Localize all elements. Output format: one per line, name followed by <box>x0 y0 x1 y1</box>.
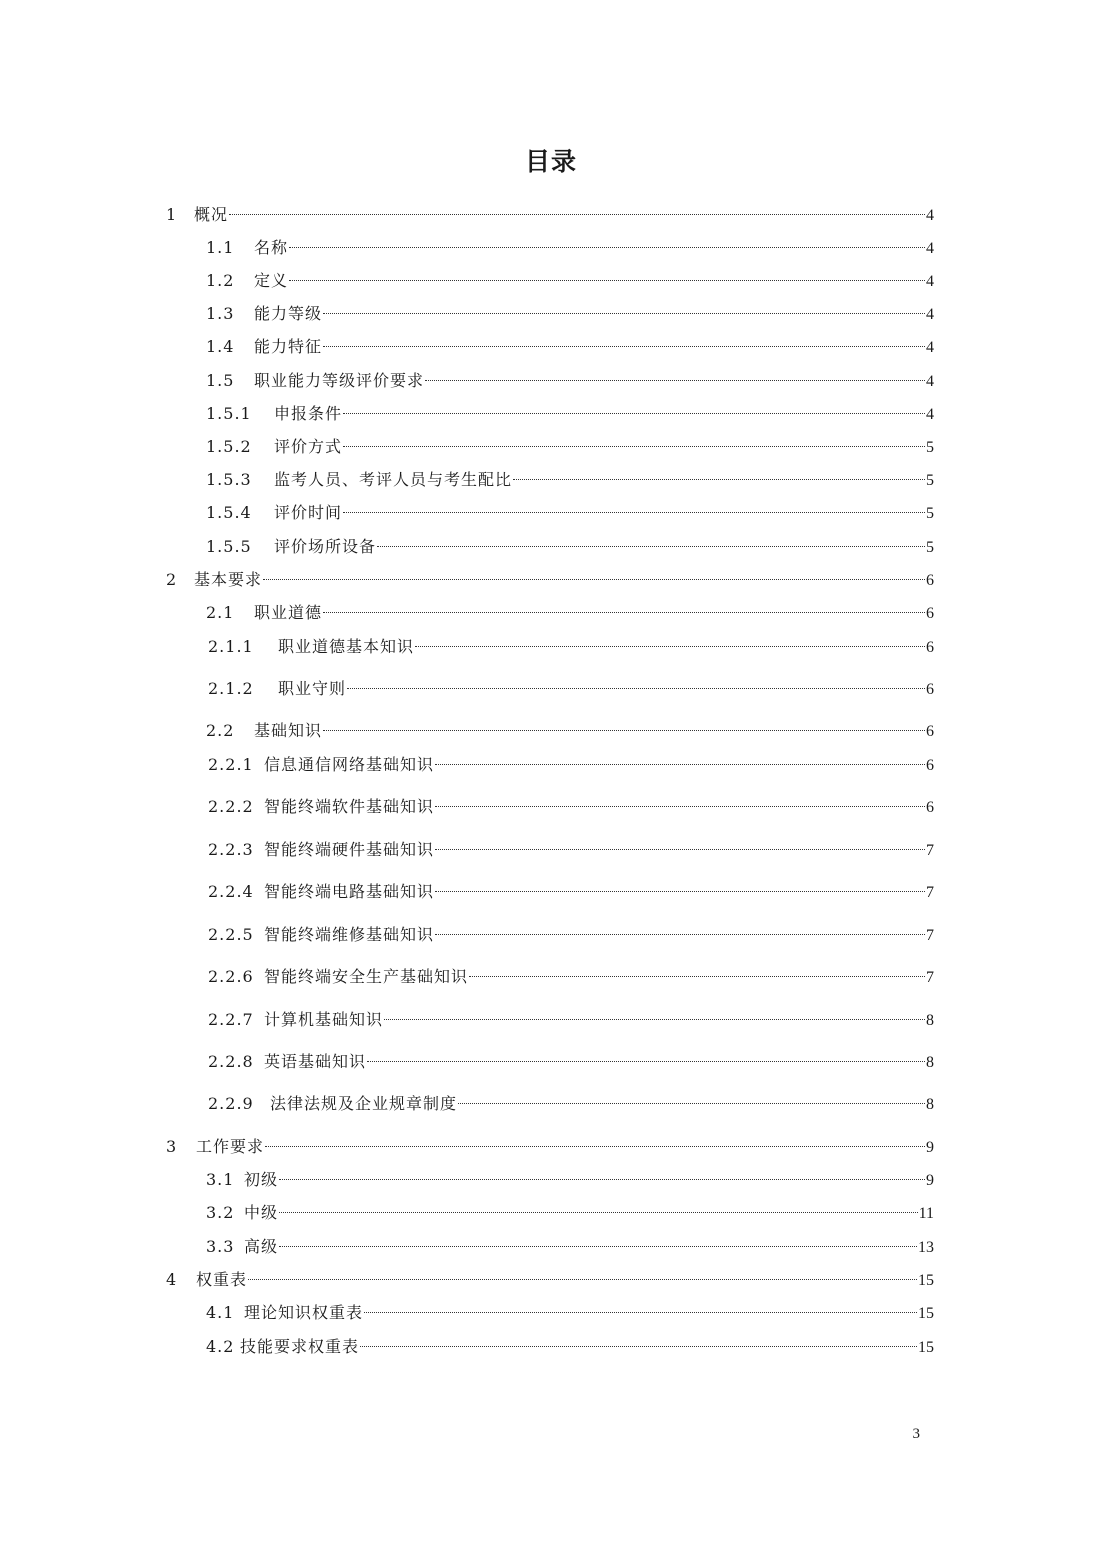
toc-entry[interactable] <box>206 714 934 740</box>
toc-entry-number: 4.2 <box>206 1337 235 1356</box>
toc-entry-number: 4.1 <box>206 1303 235 1322</box>
toc-entry-page: 4 <box>926 273 934 290</box>
dot-leader <box>435 790 925 812</box>
toc-entry-page: 4 <box>926 339 934 356</box>
toc-entry-label: 智能终端电路基础知识 <box>264 882 435 901</box>
toc-entry-label: 基础知识 <box>254 721 323 740</box>
toc-entry-number: 2.1 <box>206 603 235 622</box>
dot-leader <box>265 1130 925 1152</box>
toc-entry-number: 1.5 <box>206 371 235 390</box>
dot-leader <box>425 364 925 386</box>
toc-entry[interactable] <box>206 1196 934 1222</box>
dot-leader <box>279 1230 917 1252</box>
dot-leader <box>279 1163 925 1185</box>
toc-title: 目录 <box>524 147 577 176</box>
toc-entry-page: 4 <box>926 207 934 224</box>
toc-entry-number: 2.1.2 <box>208 679 254 698</box>
toc-entry-label: 法律法规及企业规章制度 <box>270 1094 458 1113</box>
toc-entry-number: 1.5.4 <box>206 503 252 522</box>
toc-entry[interactable] <box>208 1045 934 1071</box>
toc-entry-number: 2.2.3 <box>208 840 254 859</box>
toc-entry-label: 职业道德基本知识 <box>278 637 415 656</box>
toc-entry-label: 智能终端维修基础知识 <box>264 925 435 944</box>
toc-entry-number: 2.2.6 <box>208 967 254 986</box>
dot-leader <box>343 430 925 452</box>
toc-entry[interactable] <box>208 918 934 944</box>
toc-entry-label: 理论知识权重表 <box>244 1303 364 1322</box>
toc-entry-number: 4 <box>166 1270 178 1289</box>
toc-entry-page: 15 <box>918 1305 934 1322</box>
toc-entry-number: 1.5.1 <box>206 404 252 423</box>
toc-entry-label: 职业道德 <box>254 603 323 622</box>
dot-leader <box>435 918 925 940</box>
toc-entry-number: 2.2.5 <box>208 925 254 944</box>
toc-entry[interactable] <box>208 748 934 774</box>
toc-entry-number: 1.3 <box>206 304 235 323</box>
dot-leader <box>263 563 925 585</box>
toc-entry[interactable] <box>166 563 934 589</box>
toc-entry-page: 6 <box>926 799 934 816</box>
dot-leader <box>248 1263 917 1285</box>
toc-entry-number: 3 <box>166 1137 178 1156</box>
toc-entry-number: 1.1 <box>206 238 235 257</box>
toc-entry[interactable] <box>166 198 934 224</box>
toc-entry[interactable] <box>206 496 934 522</box>
toc-entry-label: 职业能力等级评价要求 <box>254 371 425 390</box>
toc-entry-page: 6 <box>926 572 934 589</box>
toc-entry-label: 评价方式 <box>274 437 343 456</box>
toc-entry-page: 7 <box>926 927 934 944</box>
toc-entry-page: 7 <box>926 969 934 986</box>
dot-leader <box>458 1087 925 1109</box>
toc-entry-label: 高级 <box>244 1237 279 1256</box>
toc-entry[interactable] <box>206 1163 934 1189</box>
dot-leader <box>415 630 925 652</box>
toc-entry[interactable] <box>208 1003 934 1029</box>
toc-entry[interactable] <box>206 397 934 423</box>
dot-leader <box>364 1296 917 1318</box>
toc-entry-page: 13 <box>918 1239 934 1256</box>
toc-entry[interactable] <box>208 630 934 656</box>
toc-entry[interactable] <box>206 1230 934 1256</box>
toc-entry-page: 6 <box>926 723 934 740</box>
page-number: 3 <box>912 1426 920 1442</box>
toc-entry[interactable] <box>206 364 934 390</box>
toc-entry-label: 技能要求权重表 <box>240 1337 360 1356</box>
toc-entry-label: 评价场所设备 <box>274 537 377 556</box>
toc-entry[interactable] <box>206 596 934 622</box>
toc-entry[interactable] <box>208 833 934 859</box>
toc-entry-page: 8 <box>926 1096 934 1113</box>
toc-entry-label: 智能终端软件基础知识 <box>264 797 435 816</box>
toc-entry-number: 2.1.1 <box>208 637 254 656</box>
dot-leader <box>229 198 925 220</box>
toc-entry[interactable] <box>208 875 934 901</box>
toc-entry-number: 2.2.1 <box>208 755 254 774</box>
toc-entry-page: 4 <box>926 240 934 257</box>
dot-leader <box>384 1003 925 1025</box>
toc-entry-label: 权重表 <box>196 1270 248 1289</box>
dot-leader <box>323 596 925 618</box>
toc-entry-number: 3.1 <box>206 1170 235 1189</box>
toc-entry-label: 工作要求 <box>196 1137 265 1156</box>
dot-leader <box>289 231 925 253</box>
toc-entry[interactable] <box>206 1330 934 1356</box>
toc-entry-label: 英语基础知识 <box>264 1052 367 1071</box>
toc-entry-number: 1.5.3 <box>206 470 252 489</box>
toc-entry-label: 概况 <box>194 205 229 224</box>
toc-entry-label: 初级 <box>244 1170 279 1189</box>
toc-entry-number: 1.5.2 <box>206 437 252 456</box>
dot-leader <box>289 264 925 286</box>
dot-leader <box>343 397 925 419</box>
toc-entry[interactable] <box>206 297 934 323</box>
toc-entry-page: 4 <box>926 406 934 423</box>
toc-entry-page: 8 <box>926 1012 934 1029</box>
toc-entry[interactable] <box>206 1296 934 1322</box>
toc-entry[interactable] <box>208 672 934 698</box>
dot-leader <box>323 714 925 736</box>
toc-entry-number: 2.2.7 <box>208 1010 254 1029</box>
toc-entry-label: 信息通信网络基础知识 <box>264 755 435 774</box>
toc-entry-page: 6 <box>926 681 934 698</box>
toc-entry-page: 8 <box>926 1054 934 1071</box>
toc-entry-label: 监考人员、考评人员与考生配比 <box>274 470 513 489</box>
toc-entry[interactable] <box>208 960 934 986</box>
dot-leader <box>435 748 925 770</box>
toc-entry-label: 职业守则 <box>278 679 347 698</box>
toc-entry-label: 评价时间 <box>274 503 343 522</box>
dot-leader <box>435 875 925 897</box>
toc-entry-page: 9 <box>926 1172 934 1189</box>
toc-entry-number: 1.4 <box>206 337 235 356</box>
toc-entry-page: 5 <box>926 439 934 456</box>
toc-entry-number: 3.2 <box>206 1203 235 1222</box>
dot-leader <box>343 496 925 518</box>
toc-entry-number: 2.2.2 <box>208 797 254 816</box>
toc-entry[interactable] <box>206 264 934 290</box>
dot-leader <box>469 960 925 982</box>
toc-entry-page: 4 <box>926 306 934 323</box>
toc-entry-page: 6 <box>926 639 934 656</box>
toc-entry-number: 2.2 <box>206 721 235 740</box>
toc-entry-page: 7 <box>926 842 934 859</box>
toc-entry-page: 15 <box>918 1339 934 1356</box>
toc-entry[interactable] <box>208 1087 934 1113</box>
toc-entry-page: 5 <box>926 539 934 556</box>
dot-leader <box>323 330 925 352</box>
dot-leader <box>367 1045 925 1067</box>
toc-entry-number: 2.2.8 <box>208 1052 254 1071</box>
toc-entry-label: 计算机基础知识 <box>264 1010 384 1029</box>
toc-entry-page: 5 <box>926 505 934 522</box>
toc-entry[interactable] <box>206 330 934 356</box>
dot-leader <box>279 1196 918 1218</box>
toc-entry-number: 2.2.9 <box>208 1094 254 1113</box>
toc-entry-number: 1.2 <box>206 271 235 290</box>
toc-entry-number: 3.3 <box>206 1237 235 1256</box>
toc-entry[interactable] <box>208 790 934 816</box>
toc-entry-number: 2.2.4 <box>208 882 254 901</box>
toc-entry-page: 5 <box>926 472 934 489</box>
dot-leader <box>347 672 925 694</box>
toc-entry-label: 基本要求 <box>194 570 263 589</box>
toc-entry[interactable] <box>206 530 934 556</box>
toc-entry-label: 智能终端硬件基础知识 <box>264 840 435 859</box>
toc-entry-label: 智能终端安全生产基础知识 <box>264 967 469 986</box>
toc-entry-page: 4 <box>926 373 934 390</box>
dot-leader <box>323 297 925 319</box>
toc-entry[interactable] <box>166 1263 934 1289</box>
toc-entry-label: 能力等级 <box>254 304 323 323</box>
toc-entry-number: 1.5.5 <box>206 537 252 556</box>
toc-entry-page: 6 <box>926 605 934 622</box>
toc-entry-label: 名称 <box>254 238 289 257</box>
dot-leader <box>377 530 925 552</box>
toc-entry-page: 6 <box>926 757 934 774</box>
toc-entry[interactable] <box>206 231 934 257</box>
toc-entry-number: 1 <box>166 205 178 224</box>
toc-entry-label: 定义 <box>254 271 289 290</box>
toc-entry[interactable] <box>206 430 934 456</box>
toc-entry-label: 能力特征 <box>254 337 323 356</box>
dot-leader <box>360 1330 917 1352</box>
toc-entry-page: 11 <box>918 1205 934 1222</box>
toc-entry[interactable] <box>166 1130 934 1156</box>
toc-entry-label: 申报条件 <box>274 404 343 423</box>
dot-leader <box>435 833 925 855</box>
toc-entry-page: 9 <box>926 1139 934 1156</box>
toc-entry-label: 中级 <box>244 1203 279 1222</box>
dot-leader <box>513 463 925 485</box>
toc-entry-page: 7 <box>926 884 934 901</box>
toc-entry-page: 15 <box>918 1272 934 1289</box>
toc-entry-number: 2 <box>166 570 178 589</box>
toc-entry[interactable] <box>206 463 934 489</box>
